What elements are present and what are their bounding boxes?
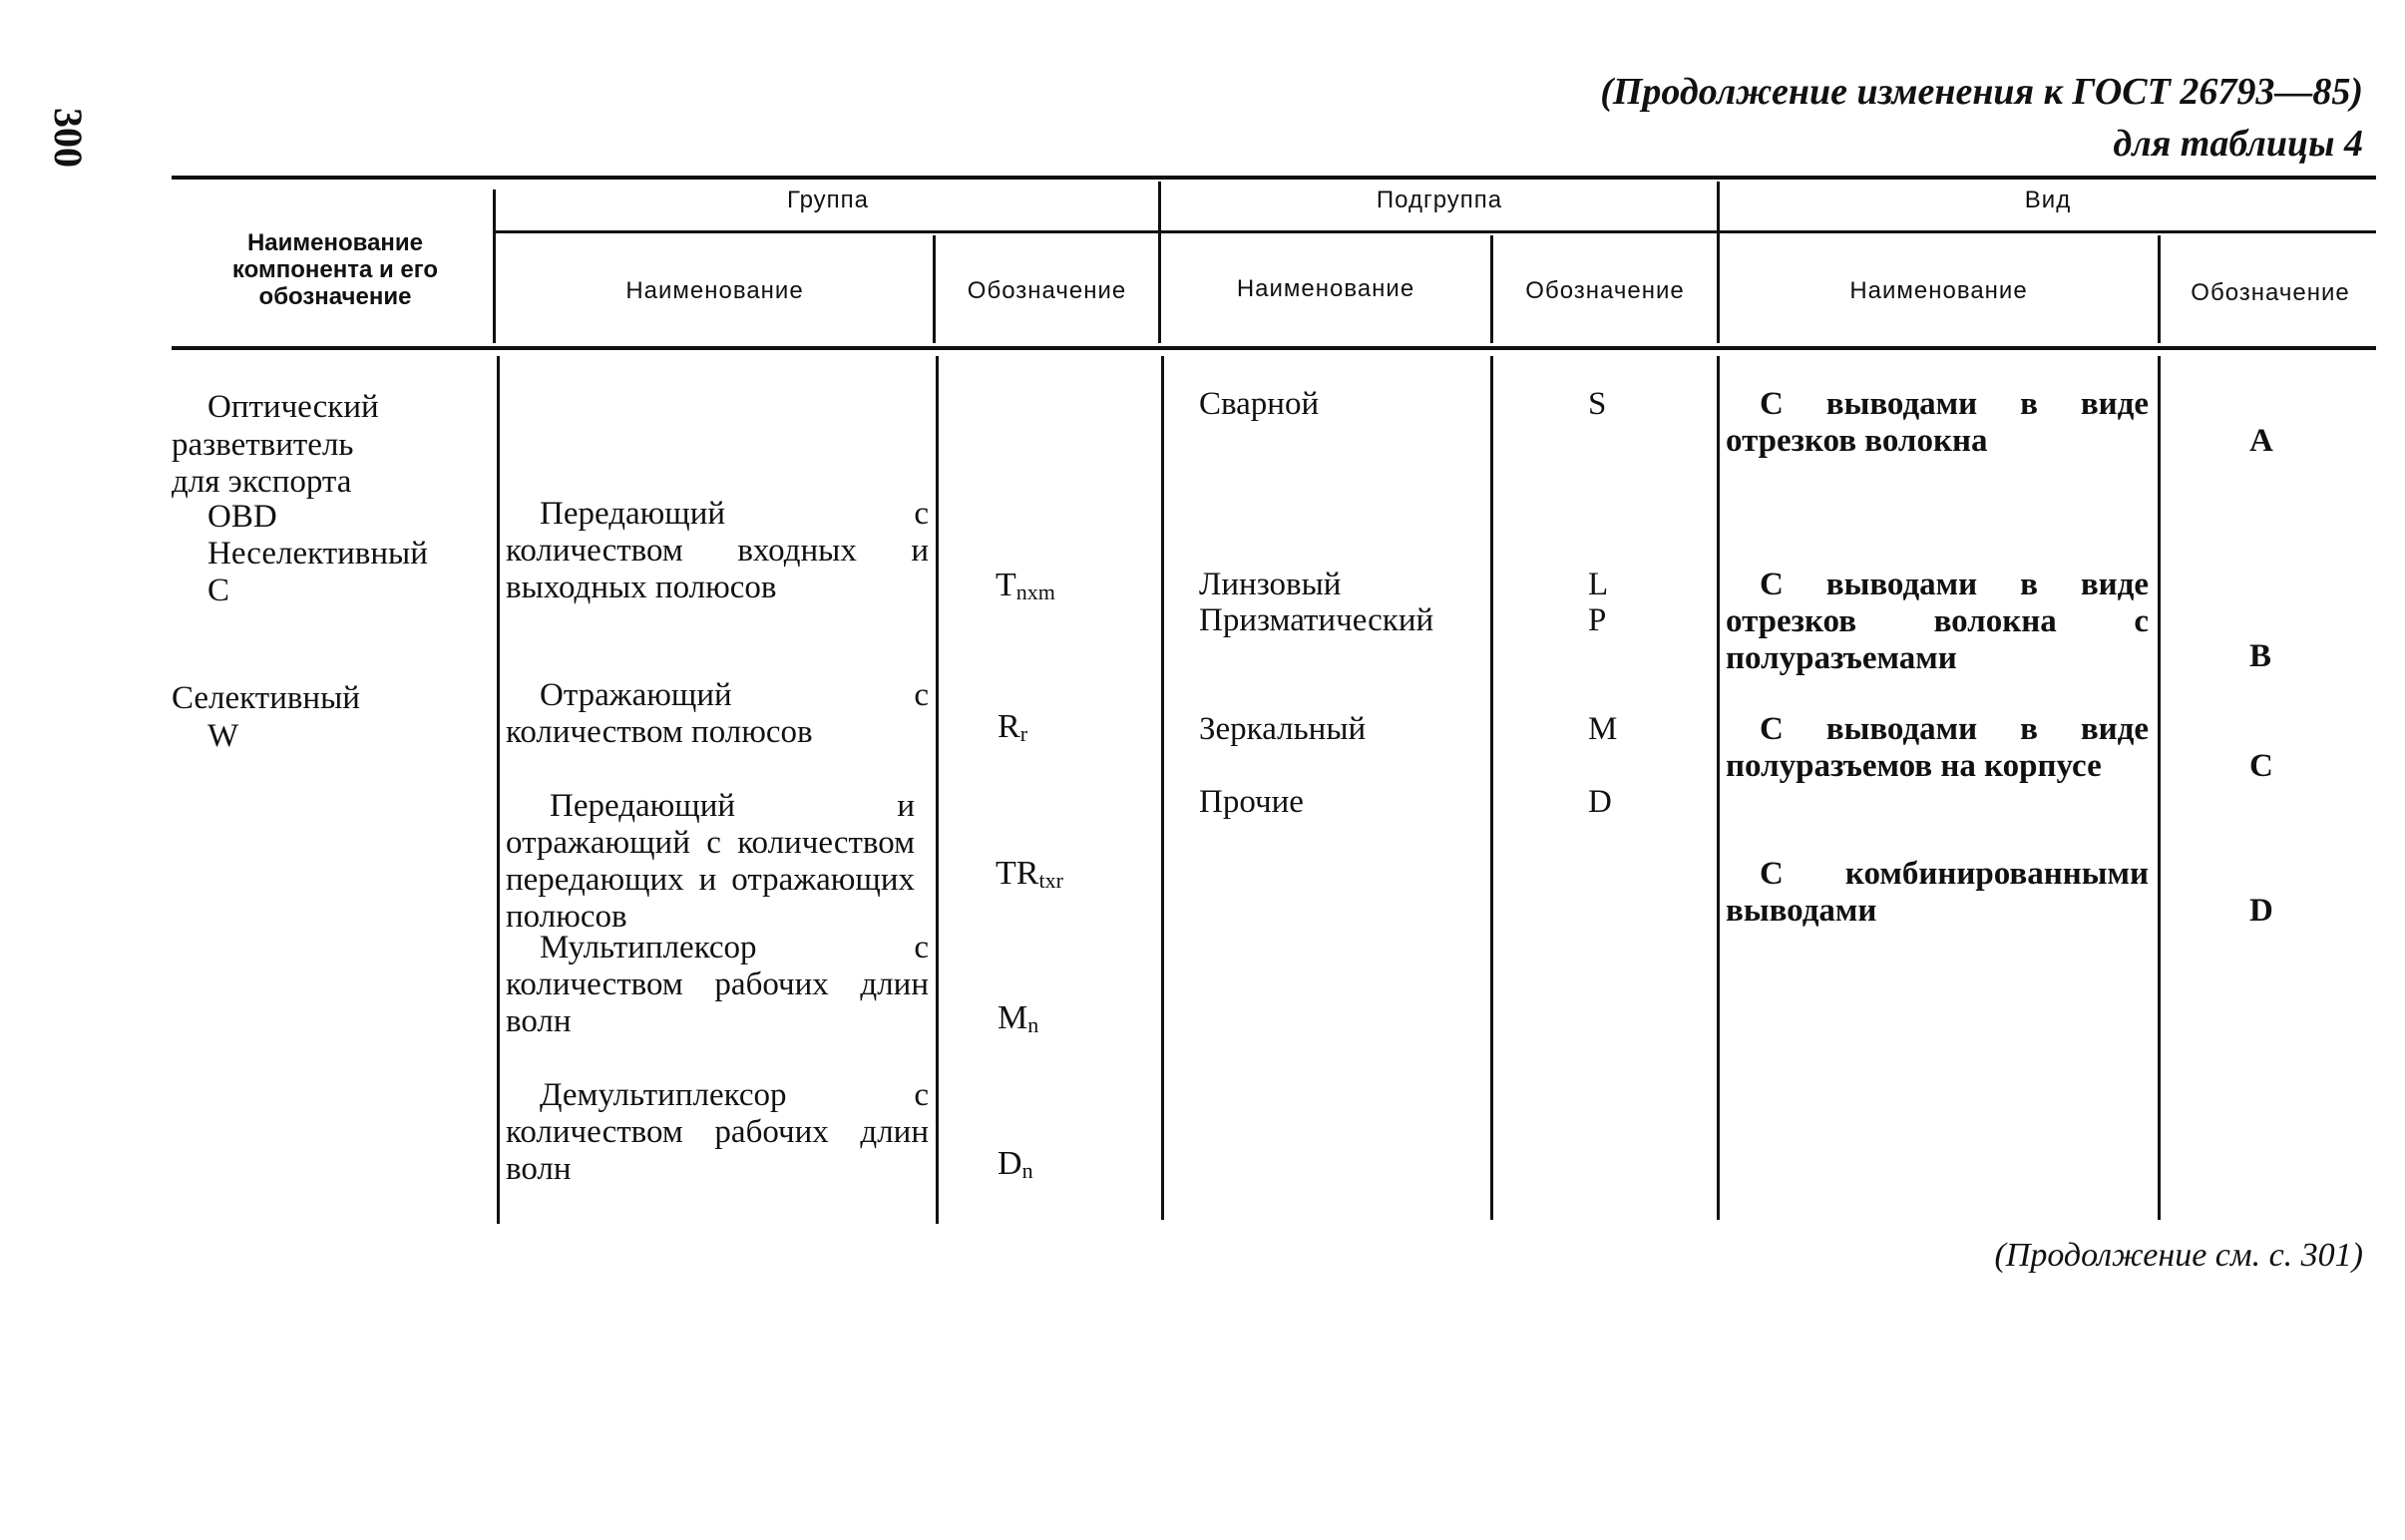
body-divider — [1717, 356, 1720, 1220]
header-table-ref: для таблицы 4 — [2113, 123, 2363, 165]
body-divider — [936, 356, 939, 1224]
body-divider — [2158, 356, 2161, 1220]
body-divider — [1490, 356, 1493, 1220]
kind-code: D — [2249, 893, 2273, 929]
group-code: $M_n$ — [998, 999, 1039, 1037]
subgroup-header: Подгруппа — [1376, 187, 1503, 213]
subgroup-code: D — [1588, 784, 1612, 820]
group-name: Мультиплексор с количеством рабочих длин волн — [506, 930, 929, 1039]
group-code: $T_{nxm}$ — [996, 567, 1055, 604]
group-code: $TR_{txr}$ — [996, 855, 1063, 893]
subgroup-name: Зеркальный — [1199, 711, 1367, 747]
table-header-bottom-rule — [172, 346, 2376, 350]
kind-code: A — [2249, 423, 2273, 459]
subgroup-code: P — [1588, 602, 1607, 638]
body-divider — [497, 356, 500, 1224]
component-line1: Оптический — [207, 389, 379, 425]
table-header-mid-rule — [495, 230, 2376, 233]
kind-name: С выводами в виде полуразъемов на корпусе — [1726, 711, 2149, 784]
nonselective-code: C — [207, 573, 230, 608]
footer-continuation: (Продолжение см. с. 301) — [1994, 1237, 2363, 1274]
kind-name: С выводами в виде отрезков волокна — [1726, 386, 2149, 459]
page-number: 300 — [46, 108, 91, 168]
group-name-header: Наименование — [625, 277, 804, 304]
subgroup-code-header: Обозначение — [1525, 277, 1685, 304]
group-code-header: Обозначение — [967, 277, 1127, 304]
kind-name-header: Наименование — [1849, 277, 2028, 304]
table-top-rule — [172, 176, 2376, 180]
subgroup-code: M — [1588, 711, 1618, 747]
group-code: $R_r$ — [998, 708, 1028, 746]
kind-code: C — [2249, 748, 2273, 784]
group-name: Отражающий с количеством полюсов — [506, 677, 929, 750]
component-line2: разветвитель — [172, 427, 354, 463]
component-code: OBD — [207, 499, 277, 535]
kind-code: B — [2249, 638, 2272, 674]
kind-name: С выводами в виде отрезков волокна с полуразъемами — [1726, 567, 2149, 676]
subgroup-name: Прочие — [1199, 784, 1304, 820]
kind-header: Вид — [2024, 187, 2072, 213]
selective-code: W — [207, 718, 239, 754]
subgroup-name: Сварной — [1199, 386, 1320, 422]
header-continuation: (Продолжение изменения к ГОСТ 26793—85) — [1600, 71, 2363, 113]
group-name: Передающий с количеством входных и выходных полюсов — [506, 496, 929, 605]
group-name: Передающий и отражающий с количеством передающих и отражающих полюсов — [506, 788, 915, 935]
kind-code-header: Обозначение — [2191, 279, 2350, 306]
group-name: Демультиплексор с количеством рабочих длин волн — [506, 1077, 929, 1187]
subgroup-name: Линзовый — [1199, 567, 1342, 602]
nonselective-label: Неселективный — [207, 536, 428, 572]
kind-name: С комбинированными выводами — [1726, 856, 2149, 929]
subgroup-code: L — [1588, 567, 1609, 602]
group-header: Группа — [786, 187, 870, 213]
subgroup-code: S — [1588, 386, 1607, 422]
component-name-header: Наименование компонента и его обозначение — [231, 229, 439, 310]
subgroup-name: Призматический — [1199, 602, 1434, 638]
body-divider — [1161, 356, 1164, 1220]
selective-label: Селективный — [172, 680, 360, 716]
subgroup-name-header: Наименование — [1236, 275, 1415, 302]
group-code: $D_n$ — [998, 1145, 1033, 1183]
component-line3: для экспорта — [172, 464, 352, 500]
header-divider — [493, 190, 496, 343]
